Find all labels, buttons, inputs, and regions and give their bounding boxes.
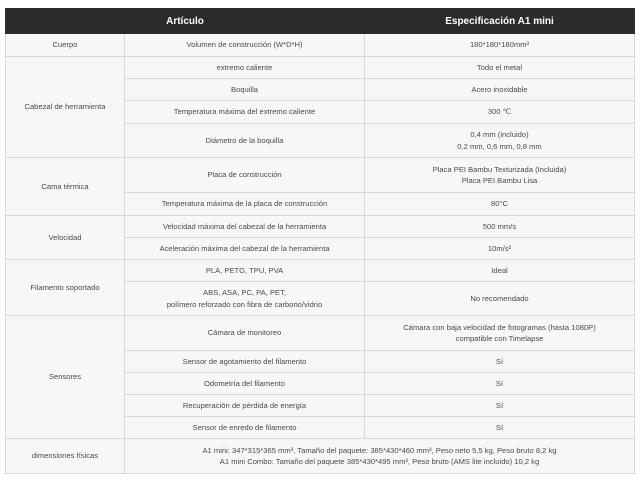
spec-cell: Acero inoxidable xyxy=(365,79,635,101)
item-line: ABS, ASA, PC, PA, PET, xyxy=(203,288,286,297)
spec-line: Cámara con baja velocidad de fotogramas (hasta 1080P) xyxy=(403,322,596,332)
item-cell: Temperatura máxima de la placa de construcción xyxy=(125,193,365,216)
spec-line: A1 mini: 347*315*365 mm³, Tamaño del paquete: 385*430*460 mm³, Peso neto 5,5 kg, Peso bruto 8,2 kg xyxy=(202,445,557,455)
item-cell: Diámetro de la boquilla xyxy=(125,124,365,158)
spec-cell: Sí xyxy=(365,395,635,417)
spec-line: compatible con Timelapse xyxy=(455,334,544,343)
spec-cell: Sí xyxy=(365,373,635,395)
spec-cell: 300 ℃ xyxy=(365,101,635,124)
item-cell: PLA, PETG, TPU, PVA xyxy=(125,260,365,282)
item-cell: Volumen de construcción (W*D*H) xyxy=(125,34,365,57)
spec-cell: Sí xyxy=(365,351,635,373)
item-cell: Aceleración máxima del cabezal de la herramienta xyxy=(125,238,365,260)
group-dimensiones: dimensiones físicas xyxy=(6,439,125,474)
spec-line: Placa PEI Bambu Texturizada (Incluida) xyxy=(432,164,567,174)
table-row xyxy=(6,158,635,193)
item-cell xyxy=(125,282,365,316)
item-cell: extremo caliente xyxy=(125,57,365,79)
header-spec: Especificación A1 mini xyxy=(365,9,635,34)
table-row xyxy=(6,260,635,282)
group-sensores: Sensores xyxy=(6,316,125,439)
item-cell: Sensor de enredo de filamento xyxy=(125,417,365,439)
item-cell: Cámara de monitoreo xyxy=(125,316,365,351)
spec-line: 0,4 mm (incluido) xyxy=(470,130,529,139)
spec-cell: 80°C xyxy=(365,193,635,216)
header-article: Artículo xyxy=(6,9,365,34)
spec-cell: Sí xyxy=(365,417,635,439)
item-cell: Velocidad máxima del cabezal de la herramienta xyxy=(125,216,365,238)
group-cama: Cama térmica xyxy=(6,158,125,216)
item-cell: Recuperación de pérdida de energía xyxy=(125,395,365,417)
table-row xyxy=(6,216,635,238)
item-cell: Sensor de agotamiento del filamento xyxy=(125,351,365,373)
spec-line: Placa PEI Bambu Lisa xyxy=(461,176,538,185)
spec-cell xyxy=(365,316,635,351)
item-line: polímero reforzado con fibra de carbono/vidrio xyxy=(166,299,323,309)
spec-cell xyxy=(125,439,635,474)
spec-cell: 180*180*180mm³ xyxy=(365,34,635,57)
item-cell: Temperatura máxima del extremo caliente xyxy=(125,101,365,124)
spec-cell: 500 mm/s xyxy=(365,216,635,238)
table-row xyxy=(6,439,635,474)
spec-cell: 10m/s² xyxy=(365,238,635,260)
spec-cell: Todo el metal xyxy=(365,57,635,79)
item-cell: Odometría del filamento xyxy=(125,373,365,395)
spec-line: 0,2 mm, 0,6 mm, 0,8 mm xyxy=(457,141,542,151)
item-cell: Boquilla xyxy=(125,79,365,101)
table-row xyxy=(6,57,635,79)
group-filamento: Filamento soportado xyxy=(6,260,125,316)
table-row xyxy=(6,34,635,57)
group-cabezal: Cabezal de herramienta xyxy=(6,57,125,158)
spec-cell xyxy=(365,158,635,193)
spec-line: A1 mini Combo: Tamaño del paquete 385*430*495 mm³, Peso bruto (AMS lite incluido) 10,2 kg xyxy=(219,457,540,466)
group-cuerpo: Cuerpo xyxy=(6,34,125,57)
table-header-row xyxy=(6,9,635,34)
table-row xyxy=(6,316,635,351)
group-velocidad: Velocidad xyxy=(6,216,125,260)
item-cell: Placa de construcción xyxy=(125,158,365,193)
specs-table xyxy=(5,8,635,474)
spec-cell xyxy=(365,124,635,158)
spec-cell: No recomendado xyxy=(365,282,635,316)
spec-cell: Ideal xyxy=(365,260,635,282)
